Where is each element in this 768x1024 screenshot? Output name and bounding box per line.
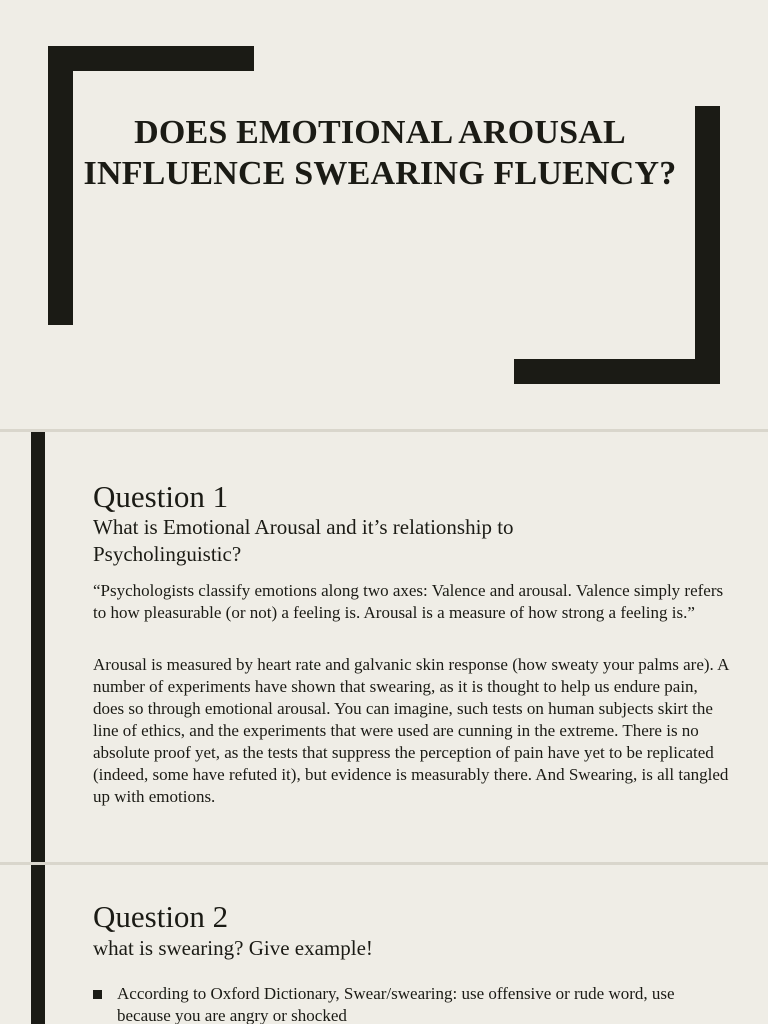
question-1-subheading: What is Emotional Arousal and it’s relationship to Psycholinguistic? (93, 515, 514, 566)
question-2-subheading: what is swearing? Give example! (93, 936, 373, 960)
frame-top-left-vertical (48, 46, 73, 325)
question-1-heading: Question 1 (93, 479, 229, 514)
question-2-heading: Question 2 (93, 899, 229, 934)
frame-bottom-right-horizontal (514, 359, 720, 384)
title-slide (0, 0, 768, 429)
frame-top-left-horizontal (48, 46, 254, 71)
frame-bottom-right-vertical (695, 106, 720, 384)
question-2-slide (0, 865, 768, 1024)
bullet-text: According to Oxford Dictionary, Swear/swearing: use offensive or rude word, use because you are angry or shocked (117, 984, 675, 1024)
quote-paragraph: “Psychologists classify emotions along two axes: Valence and arousal. Valence simply refers to how pleasurable (or not) a feeling is. Arousal is a measure of how strong a feeling is.” (93, 581, 724, 622)
square-bullet-icon (93, 990, 102, 999)
body-paragraph: Arousal is measured by heart rate and galvanic skin response (how sweaty your palms are). A number of experiments have shown that swearing, as it is thought to help us endure pain, does so through emotional arousal. You can imagine, such tests on human subjects skirt the line of ethics, and the experiments that were used are cunning in the extreme. There is no absolute proof yet, as the tests that suppress the perception of pain have yet to be replicated (indeed, some have refuted it), but evidence is measurably there. And Swearing, is all tangled up with emotions. (93, 655, 729, 806)
accent-bar (31, 432, 45, 862)
slide-title: DOES EMOTIONAL AROUSAL INFLUENCE SWEARING FLUENCY? (83, 114, 677, 192)
question-1-slide (0, 432, 768, 862)
accent-bar (31, 865, 45, 1024)
